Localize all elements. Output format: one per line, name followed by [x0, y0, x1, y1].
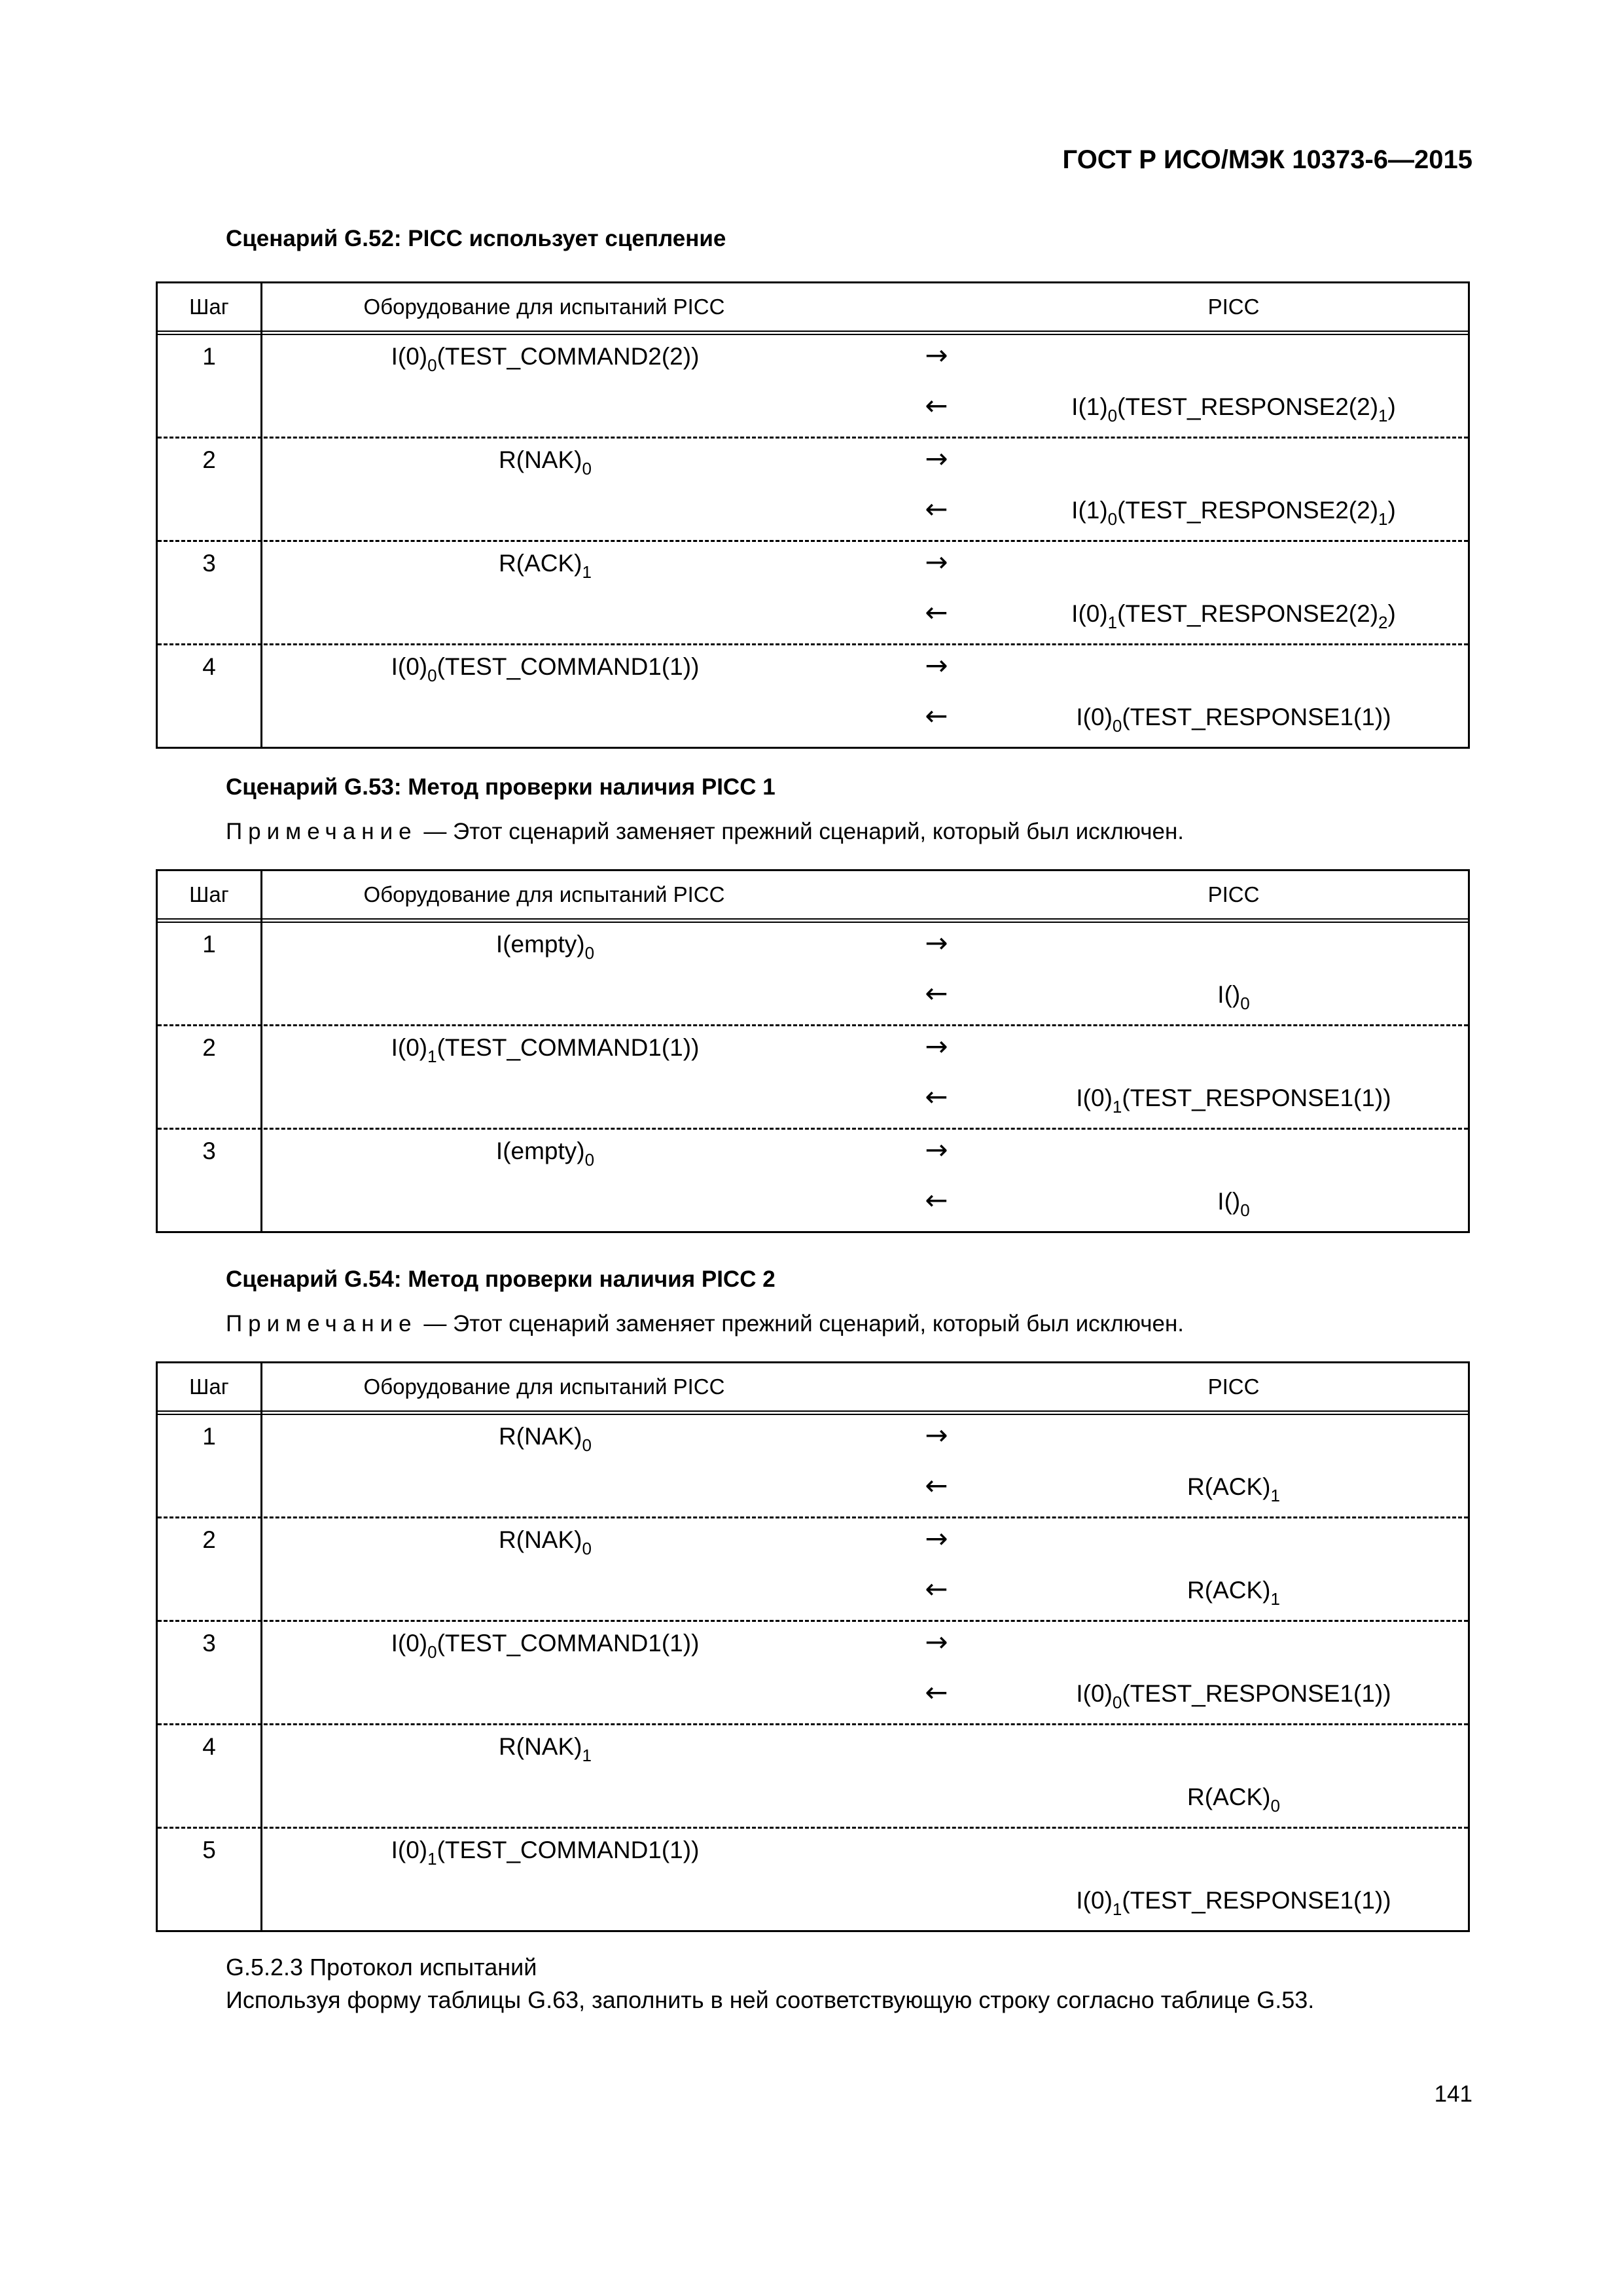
- arrow-left-icon: ←: [925, 389, 948, 422]
- column-divider: [260, 1363, 262, 1930]
- standard-header: ГОСТ Р ИСО/МЭК 10373-6—2015: [1062, 145, 1472, 174]
- cell-text: ): [1387, 600, 1396, 627]
- equipment-command: [262, 550, 828, 583]
- equipment-command: [262, 1837, 828, 1869]
- subscript: 0: [582, 459, 592, 478]
- command-line: [158, 439, 1468, 489]
- cell-text: R(NAK): [499, 1526, 582, 1553]
- picc-response: [1015, 1577, 1452, 1609]
- response-line: [158, 1672, 1468, 1723]
- cell-text: I(): [1217, 981, 1241, 1008]
- subscript: 1: [1112, 1097, 1122, 1117]
- step-number: 1: [202, 931, 216, 958]
- cell-text: I(0): [391, 1837, 428, 1863]
- response-line: [158, 1776, 1468, 1826]
- arrow-right-icon: →: [925, 546, 948, 578]
- arrow-left-icon: ←: [925, 1676, 948, 1708]
- command-line: [158, 923, 1468, 973]
- picc-response: [1015, 1085, 1452, 1117]
- arrow-left-icon: ←: [925, 1081, 948, 1113]
- command-line: [158, 335, 1468, 386]
- step-number: 3: [202, 1138, 216, 1164]
- arrow-left-icon: ←: [925, 1573, 948, 1605]
- equipment-command: [262, 343, 828, 376]
- equipment-command: [262, 1630, 828, 1662]
- step-number: 4: [202, 1733, 216, 1760]
- cell-text: R(NAK): [499, 1423, 582, 1450]
- command-line: [158, 1518, 1468, 1569]
- step-number: 3: [202, 550, 216, 577]
- note-label: Примечание: [226, 819, 418, 844]
- scenario-note: [226, 1311, 1184, 1337]
- subscript: 0: [582, 1539, 592, 1558]
- step-row: [158, 1415, 1468, 1518]
- subscript: 0: [1240, 994, 1250, 1013]
- arrow-right-icon: →: [925, 927, 948, 959]
- table-header: [158, 283, 1468, 335]
- arrow-right-icon: →: [925, 442, 948, 475]
- scenario-title: Сценарий G.53: Метод проверки наличия PICC 1: [226, 774, 776, 800]
- cell-text: I(1): [1071, 393, 1108, 420]
- arrow-left-icon: ←: [925, 1469, 948, 1501]
- subscript: 1: [1270, 1486, 1280, 1505]
- response-line: [158, 386, 1468, 436]
- equipment-command: [262, 653, 828, 686]
- subscript: 1: [1107, 613, 1118, 632]
- step-row: [158, 1829, 1468, 1930]
- step-number: 1: [202, 343, 216, 370]
- response-line: [158, 1077, 1468, 1127]
- step-row: [158, 1725, 1468, 1829]
- subscript: 1: [582, 562, 592, 582]
- arrow-left-icon: ←: [925, 596, 948, 628]
- subscript: 0: [1107, 509, 1118, 529]
- cell-text: (TEST_RESPONSE1(1)): [1122, 1680, 1391, 1707]
- subscript: 1: [1112, 1899, 1122, 1919]
- response-line: [158, 489, 1468, 539]
- subscript: 0: [1240, 1200, 1250, 1220]
- page-number: 141: [1434, 2081, 1472, 2107]
- header-equipment: Оборудование для испытаний PICC: [363, 1374, 725, 1399]
- header-step: Шаг: [189, 295, 229, 319]
- picc-response: [1015, 1473, 1452, 1506]
- picc-response: [1015, 981, 1452, 1014]
- picc-response: [1015, 600, 1452, 633]
- step-number: 5: [202, 1837, 216, 1863]
- subscript: 0: [582, 1435, 592, 1455]
- subscript: 0: [1112, 1693, 1122, 1712]
- step-row: [158, 439, 1468, 542]
- picc-response: [1015, 1188, 1452, 1221]
- cell-text: I(0): [391, 1630, 428, 1657]
- arrow-right-icon: →: [925, 1134, 948, 1166]
- equipment-command: [262, 1526, 828, 1559]
- arrow-left-icon: ←: [925, 977, 948, 1009]
- scenario-title: Сценарий G.54: Метод проверки наличия PICC 2: [226, 1266, 776, 1292]
- command-line: [158, 542, 1468, 592]
- step-row: [158, 1026, 1468, 1130]
- header-equipment: Оборудование для испытаний PICC: [363, 295, 725, 319]
- subscript: 2: [1378, 613, 1388, 632]
- response-line: [158, 973, 1468, 1024]
- arrow-right-icon: →: [925, 339, 948, 371]
- command-line: [158, 1725, 1468, 1776]
- subscript: 1: [427, 1047, 437, 1066]
- cell-text: (TEST_RESPONSE1(1)): [1122, 1085, 1391, 1111]
- column-divider: [260, 871, 262, 1231]
- scenario-table: [156, 281, 1470, 749]
- arrow-right-icon: →: [925, 649, 948, 681]
- cell-text: I(0): [1076, 704, 1113, 730]
- command-line: [158, 1130, 1468, 1180]
- subscript: 1: [1378, 406, 1388, 425]
- step-row: [158, 1130, 1468, 1231]
- arrow-left-icon: ←: [925, 493, 948, 525]
- header-step: Шаг: [189, 882, 229, 906]
- cell-text: I(0): [1076, 1085, 1113, 1111]
- command-line: [158, 1829, 1468, 1879]
- cell-text: R(NAK): [499, 446, 582, 473]
- arrow-right-icon: →: [925, 1030, 948, 1062]
- subscript: 0: [584, 943, 595, 963]
- cell-text: R(ACK): [1187, 1473, 1271, 1500]
- subscript: 0: [1107, 406, 1118, 425]
- step-row: [158, 1518, 1468, 1622]
- picc-response: [1015, 1887, 1452, 1920]
- scenario-note: [226, 819, 1184, 845]
- subscript: 1: [1270, 1589, 1280, 1609]
- cell-text: ): [1387, 393, 1396, 420]
- note-text: — Этот сценарий заменяет прежний сценарий, который был исключен.: [423, 819, 1185, 844]
- table-header: [158, 1363, 1468, 1415]
- equipment-command: [262, 1034, 828, 1067]
- step-row: [158, 1622, 1468, 1725]
- step-row: [158, 542, 1468, 645]
- column-divider: [260, 283, 262, 747]
- header-picc: PICC: [1207, 882, 1260, 906]
- table-body: [158, 335, 1468, 747]
- equipment-command: [262, 931, 828, 963]
- section-text: Используя форму таблицы G.63, заполнить в ней соответствующую строку согласно таблице G.53.: [226, 1986, 1315, 2013]
- scenario-title: Сценарий G.52: PICC использует сцепление: [226, 226, 726, 251]
- cell-text: R(ACK): [1187, 1784, 1271, 1810]
- command-line: [158, 1026, 1468, 1077]
- header-picc: PICC: [1207, 1374, 1260, 1399]
- cell-text: I(0): [1076, 1680, 1113, 1707]
- equipment-command: [262, 1138, 828, 1170]
- cell-text: I(0): [1076, 1887, 1113, 1914]
- cell-text: (TEST_RESPONSE1(1)): [1122, 1887, 1391, 1914]
- cell-text: (TEST_RESPONSE2(2): [1117, 393, 1379, 420]
- subscript: 0: [427, 666, 437, 685]
- scenario-table: [156, 1361, 1470, 1932]
- step-number: 2: [202, 1034, 216, 1061]
- equipment-command: [262, 446, 828, 479]
- response-line: [158, 1180, 1468, 1230]
- cell-text: (TEST_RESPONSE2(2): [1117, 600, 1379, 627]
- arrow-left-icon: ←: [925, 700, 948, 732]
- command-line: [158, 1622, 1468, 1672]
- arrow-right-icon: →: [925, 1522, 948, 1554]
- response-line: [158, 1465, 1468, 1516]
- section-heading: G.5.2.3 Протокол испытаний: [226, 1954, 537, 1981]
- subscript: 0: [1270, 1796, 1280, 1816]
- cell-text: (TEST_COMMAND2(2)): [437, 343, 700, 370]
- response-line: [158, 696, 1468, 746]
- subscript: 0: [584, 1150, 595, 1170]
- cell-text: I(0): [391, 1034, 428, 1061]
- cell-text: R(ACK): [499, 550, 582, 577]
- note-text: — Этот сценарий заменяет прежний сценарий, который был исключен.: [423, 1311, 1185, 1336]
- cell-text: I(0): [391, 343, 428, 370]
- cell-text: I(1): [1071, 497, 1108, 524]
- note-label: Примечание: [226, 1311, 418, 1336]
- response-line: [158, 1879, 1468, 1929]
- cell-text: (TEST_COMMAND1(1)): [437, 653, 700, 680]
- equipment-command: [262, 1733, 828, 1766]
- picc-response: [1015, 497, 1452, 529]
- header-picc: PICC: [1207, 295, 1260, 319]
- subscript: 1: [582, 1746, 592, 1765]
- cell-text: I(0): [391, 653, 428, 680]
- arrow-left-icon: ←: [925, 1184, 948, 1216]
- cell-text: (TEST_COMMAND1(1)): [437, 1837, 700, 1863]
- response-line: [158, 1569, 1468, 1619]
- cell-text: I(0): [1071, 600, 1108, 627]
- table-body: [158, 1415, 1468, 1930]
- cell-text: R(ACK): [1187, 1577, 1271, 1604]
- header-equipment: Оборудование для испытаний PICC: [363, 882, 725, 906]
- subscript: 0: [427, 355, 437, 375]
- cell-text: R(NAK): [499, 1733, 582, 1760]
- subscript: 1: [427, 1849, 437, 1869]
- cell-text: (TEST_COMMAND1(1)): [437, 1034, 700, 1061]
- cell-text: I(): [1217, 1188, 1241, 1215]
- picc-response: [1015, 1680, 1452, 1713]
- table-body: [158, 923, 1468, 1231]
- scenario-table: [156, 869, 1470, 1233]
- cell-text: (TEST_COMMAND1(1)): [437, 1630, 700, 1657]
- step-number: 2: [202, 1526, 216, 1553]
- cell-text: I(empty): [495, 931, 585, 958]
- cell-text: I(empty): [495, 1138, 585, 1164]
- picc-response: [1015, 393, 1452, 426]
- equipment-command: [262, 1423, 828, 1456]
- step-row: [158, 335, 1468, 439]
- command-line: [158, 645, 1468, 696]
- cell-text: (TEST_RESPONSE1(1)): [1122, 704, 1391, 730]
- subscript: 0: [1112, 716, 1122, 736]
- header-step: Шаг: [189, 1374, 229, 1399]
- subscript: 0: [427, 1642, 437, 1662]
- cell-text: ): [1387, 497, 1396, 524]
- step-number: 4: [202, 653, 216, 680]
- command-line: [158, 1415, 1468, 1465]
- step-number: 2: [202, 446, 216, 473]
- cell-text: (TEST_RESPONSE2(2): [1117, 497, 1379, 524]
- step-row: [158, 645, 1468, 747]
- table-header: [158, 871, 1468, 923]
- subscript: 1: [1378, 509, 1388, 529]
- response-line: [158, 592, 1468, 643]
- step-row: [158, 923, 1468, 1026]
- step-number: 3: [202, 1630, 216, 1657]
- arrow-right-icon: →: [925, 1419, 948, 1451]
- picc-response: [1015, 704, 1452, 736]
- step-number: 1: [202, 1423, 216, 1450]
- picc-response: [1015, 1784, 1452, 1816]
- arrow-right-icon: →: [925, 1626, 948, 1658]
